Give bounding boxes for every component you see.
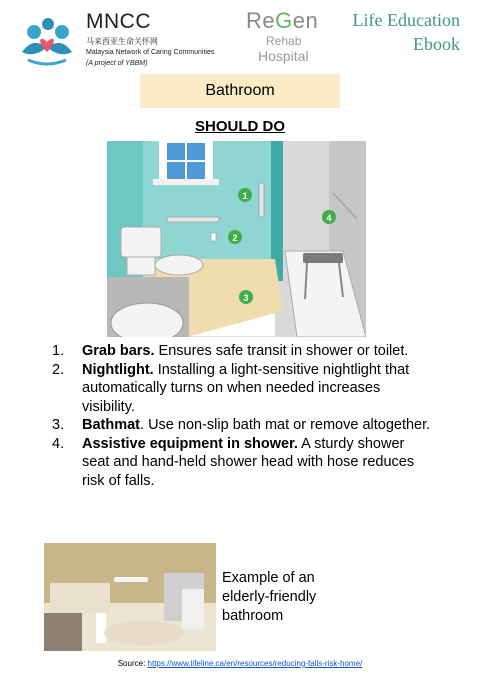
regen-rehab-text: Rehab [266, 34, 302, 48]
list-item [52, 416, 432, 435]
subtitle: SHOULD DO [195, 118, 285, 135]
list-item-text [82, 342, 408, 361]
source-label: Source: [117, 659, 148, 668]
marker-2 [228, 230, 242, 244]
marker-4 [322, 210, 336, 224]
list-item-heading: Assistive equipment in shower. [82, 435, 298, 452]
list-item-heading: Grab bars. [82, 343, 155, 359]
list-item [52, 342, 432, 361]
mncc-name: MNCC [86, 10, 151, 33]
ebook-title-line2: Ebook [413, 34, 460, 54]
list-item-text [82, 416, 430, 435]
list-item-body: Installing a light-sensitive nightlight that automatically turns on when needed increases visibility. [82, 361, 410, 415]
section-title: Bathroom [140, 74, 340, 108]
list-item-heading: Nightlight. [82, 361, 154, 378]
mncc-logo-icon [18, 12, 76, 66]
photo-caption-line2: elderly-friendly [222, 589, 317, 605]
marker-3 [239, 290, 253, 304]
tips-list [52, 342, 432, 490]
svg-text:1: 1 [242, 191, 248, 201]
list-item-text [82, 361, 432, 417]
list-item-body: Ensures safe transit in shower or toilet. [154, 343, 409, 359]
list-item-heading: Bathmat [82, 417, 141, 433]
svg-text:3: 3 [243, 293, 249, 303]
ebook-title-line1: Life Education [352, 10, 460, 30]
regen-name-part2: G [275, 8, 293, 33]
source-link[interactable]: https://www.lifeline.ca/en/resources/reducing-falls-risk-home/ [147, 659, 363, 668]
svg-text:4: 4 [326, 213, 332, 223]
mncc-english-name: Malaysia Network of Caring Communities [86, 49, 215, 56]
list-item-number: 1. [52, 343, 65, 359]
regen-name-part1: Re [246, 8, 276, 33]
marker-1 [238, 188, 252, 202]
photo-caption-line3: bathroom [222, 608, 284, 624]
regen-hospital-text: Hospital [258, 48, 309, 64]
list-item-text [82, 435, 432, 491]
list-item [52, 435, 432, 491]
list-item-number: 2. [52, 361, 65, 378]
source-note [0, 659, 480, 668]
bathroom-photo [44, 543, 216, 651]
list-item-number: 4. [52, 435, 65, 452]
photo-caption [222, 569, 352, 626]
list-item-body: A sturdy shower seat and hand-held shower head with hose reduces risk of falls. [82, 435, 415, 489]
list-item [52, 361, 432, 417]
regen-logo [246, 8, 318, 34]
svg-text:2: 2 [232, 233, 238, 243]
mncc-chinese-name: 马来西亚生命关怀网 [86, 37, 158, 46]
mncc-project-note: (A project of YBBM) [86, 60, 148, 67]
bathroom-illustration [107, 141, 366, 337]
list-item-body: . Use non-slip bath mat or remove altogether. [140, 417, 431, 433]
list-item-number: 3. [52, 417, 65, 433]
photo-caption-line1: Example of an [222, 570, 315, 586]
regen-name-part3: en [292, 8, 319, 33]
